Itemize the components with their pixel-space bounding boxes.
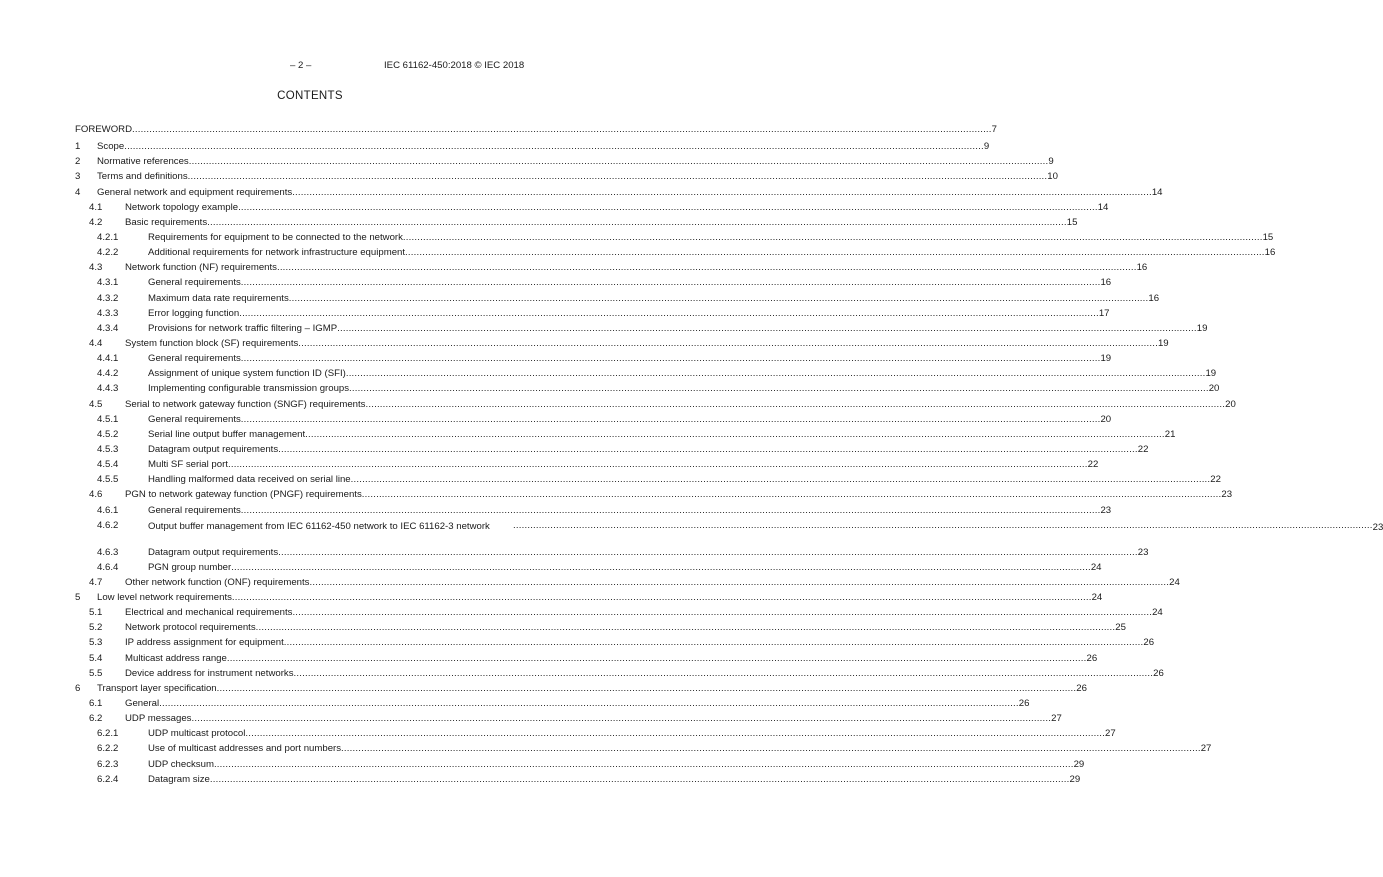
dot-leader: ............................................................................................................................................................................................................................................................................................................: [226, 652, 1087, 664]
toc-entry-number: 4.5.2: [97, 428, 119, 440]
toc-entry-page: 7: [991, 124, 998, 135]
toc-entry[interactable]: [0, 592, 1103, 606]
toc-entry-title: General requirements: [148, 504, 241, 516]
dot-leader: ............................................................................................................................................................................................................................................................................................................: [124, 141, 984, 153]
dot-leader: ............................................................................................................................................................................................................................................................................................................: [276, 262, 1137, 274]
toc-entry[interactable]: [0, 277, 1112, 291]
toc-entry-page: 24: [1091, 592, 1103, 604]
dot-leader: ............................................................................................................................................................................................................................................................................................................: [305, 428, 1165, 440]
toc-entry-number: 4.4.2: [97, 368, 119, 380]
toc-entry[interactable]: [0, 637, 1155, 651]
dot-leader: ............................................................................................................................................................................................................................................................................................................: [240, 413, 1101, 425]
toc-entry-title: Device address for instrument networks: [125, 667, 294, 679]
toc-entry-title: Datagram output requirements: [148, 546, 279, 558]
toc-entry-title: Maximum data rate requirements: [148, 292, 289, 304]
toc-entry-page: 20: [1100, 413, 1112, 425]
toc-entry[interactable]: [0, 607, 1163, 621]
toc-entry-page: 19: [1100, 353, 1112, 365]
toc-entry-number: 4.5.5: [97, 474, 119, 486]
toc-entry[interactable]: [0, 622, 1126, 636]
toc-entry-title: Datagram output requirements: [148, 443, 279, 455]
dot-leader: ............................................................................................................................................................................................................................................................................................................: [288, 292, 1149, 304]
toc-entry[interactable]: [0, 353, 1112, 367]
toc-entry-number: 4.2.2: [97, 247, 119, 259]
toc-entry-page: 26: [1076, 682, 1087, 694]
toc-entry-title: PGN to network gateway function (PNGF) requirements: [125, 489, 362, 501]
toc-entry-page: 27: [1105, 728, 1116, 740]
toc-entry[interactable]: [0, 698, 1030, 712]
toc-entry-number: 4.4: [89, 337, 103, 349]
dot-leader: ............................................................................................................................................................................................................................................................................................................: [292, 607, 1153, 619]
toc-entry[interactable]: [0, 292, 1160, 307]
toc-entry[interactable]: [0, 459, 1099, 473]
toc-entry-page: 22: [1210, 474, 1221, 486]
toc-entry[interactable]: [0, 546, 1149, 561]
dot-leader: ............................................................................................................................................................................................................................................................................................................: [278, 546, 1138, 558]
toc-entry-title: Additional requirements for network infrastructure equipment: [148, 247, 406, 259]
toc-entry-page: 22: [1087, 459, 1099, 471]
toc-entry[interactable]: [0, 728, 1116, 742]
toc-entry-number: 4.3: [89, 262, 103, 274]
dot-leader: ............................................................................................................................................................................................................................................................................................................: [159, 698, 1019, 710]
toc-entry[interactable]: [0, 262, 1148, 276]
toc-entry-number: 5.2: [89, 622, 103, 634]
dot-leader: ............................................................................................................................................................................................................................................................................................................: [309, 576, 1170, 588]
dot-leader: ............................................................................................................................................................................................................................................................................................................: [283, 637, 1144, 649]
toc-entry[interactable]: [0, 156, 1054, 170]
toc-entry[interactable]: [0, 773, 1081, 788]
standard-reference: IEC 61162-450:2018 © IEC 2018: [384, 60, 525, 71]
dot-leader: ............................................................................................................................................................................................................................................................................................................: [402, 231, 1263, 243]
toc-entry-number: 5.4: [89, 652, 103, 664]
toc-entry-title: UDP checksum: [148, 758, 214, 770]
toc-entry-title: Serial to network gateway function (SNGF) requirements: [125, 398, 366, 410]
toc-entry[interactable]: [0, 682, 1087, 697]
toc-entry-page: 24: [1169, 576, 1180, 588]
toc-entry-number: 4.3.2: [97, 292, 119, 304]
toc-entry-number: 4.6: [89, 489, 103, 501]
dot-leader: ............................................................................................................................................................................................................................................................................................................: [231, 561, 1091, 573]
dot-leader: ............................................................................................................................................................................................................................................................................................................: [298, 337, 1158, 349]
toc-entry-page: 21: [1164, 428, 1176, 440]
toc-entry-page: 17: [1098, 307, 1110, 319]
toc-entry[interactable]: [0, 231, 1274, 246]
dot-leader: ............................................................................................................................................................................................................................................................................................................: [405, 247, 1265, 259]
toc-entry-page: 14: [1097, 201, 1109, 213]
toc-entry-title: Network topology example: [125, 201, 239, 213]
toc-entry[interactable]: [0, 758, 1085, 773]
toc-entry-title: General: [125, 698, 160, 710]
dot-leader: ............................................................................................................................................................................................................................................................................................................: [255, 622, 1116, 634]
toc-entry-number: 4.5.1: [97, 413, 119, 425]
toc-entry-title: Handling malformed data received on serial line: [148, 474, 351, 486]
toc-entry-page: 9: [1048, 156, 1054, 168]
toc-entry-number: 6: [75, 682, 81, 694]
toc-entry-title: Serial line output buffer management: [148, 428, 306, 440]
toc-entry-number: 5: [75, 592, 81, 604]
toc-entry-number: 6.2.3: [97, 758, 119, 770]
toc-entry-title: Provisions for network traffic filtering – IGMP: [148, 322, 338, 334]
toc-entry-title: Transport layer specification: [97, 682, 217, 694]
toc-entry-title: Error logging function: [148, 307, 240, 319]
page-number: – 2 –: [290, 60, 312, 71]
toc-entry-title: Normative references: [97, 156, 189, 168]
toc-entry-page: 24: [1152, 607, 1163, 619]
dot-leader: ............................................................................................................................................................................................................................................................................................................: [227, 459, 1088, 471]
toc-entry-number: 3: [75, 171, 81, 183]
toc-entry-number: 4.6.1: [97, 504, 119, 516]
toc-entry-title: FOREWORD: [75, 124, 133, 135]
toc-entry[interactable]: [0, 383, 1220, 397]
toc-entry-title: PGN group number: [148, 561, 232, 573]
toc-entry-page: 24: [1090, 561, 1102, 573]
toc-entry[interactable]: [0, 667, 1164, 682]
toc-entry-page: 10: [1047, 171, 1058, 183]
toc-entry[interactable]: [0, 743, 1212, 757]
dot-leader: ............................................................................................................................................................................................................................................................................................................: [209, 773, 1070, 785]
toc-entry-number: 6.2.1: [97, 728, 119, 740]
toc-entry-title: Use of multicast addresses and port numbers: [148, 743, 342, 755]
dot-leader: ............................................................................................................................................................................................................................................................................................................: [345, 368, 1206, 380]
dot-leader: ............................................................................................................................................................................................................................................................................................................: [341, 743, 1201, 755]
toc-entry[interactable]: [0, 519, 1383, 546]
toc-entry-title: Datagram size: [148, 773, 210, 785]
toc-entry-title: Basic requirements: [125, 216, 208, 228]
toc-entry-page: 19: [1196, 322, 1208, 334]
toc-entry[interactable]: [0, 398, 1236, 413]
toc-entry-page: 27: [1200, 743, 1212, 755]
toc-entry-title: General requirements: [148, 413, 241, 425]
page-title: CONTENTS: [277, 90, 343, 102]
dot-leader: ............................................................................................................................................................................................................................................................................................................: [293, 667, 1154, 679]
dot-leader: ............................................................................................................................................................................................................................................................................................................: [350, 474, 1211, 486]
toc-entry-number: 4.3.1: [97, 277, 119, 289]
toc-entry-number: 4.2: [89, 216, 103, 228]
toc-entry-number: 4.2.1: [97, 231, 119, 243]
toc-entry-title: UDP messages: [125, 713, 192, 725]
dot-leader: ............................................................................................................................................................................................................................................................................................................: [240, 277, 1101, 289]
dot-leader: ............................................................................................................................................................................................................................................................................................................: [365, 398, 1226, 410]
dot-leader: ............................................................................................................................................................................................................................................................................................................: [292, 186, 1152, 198]
dot-leader: ............................................................................................................................................................................................................................................................................................................: [216, 682, 1077, 694]
toc-entry-title: System function block (SF) requirements: [125, 337, 299, 349]
toc-entry-number: 4.5.4: [97, 459, 119, 471]
toc-entry-page: 26: [1153, 667, 1164, 679]
toc-entry-page: 16: [1264, 247, 1276, 259]
toc-entry-number: 1: [75, 141, 81, 153]
toc-entry[interactable]: [0, 124, 998, 138]
toc-entry-title: Output buffer management from IEC 61162-450 network to IEC 61162-3 network: [148, 520, 490, 532]
toc-entry-number: 6.1: [89, 698, 103, 710]
toc-entry-title: Electrical and mechanical requirements: [125, 607, 293, 619]
toc-entry-page: 16: [1148, 292, 1160, 304]
toc-entry-page: 26: [1018, 698, 1030, 710]
toc-entry-page: 23: [1137, 546, 1149, 558]
toc-entry-page: 20: [1208, 383, 1220, 395]
toc-entry[interactable]: [0, 247, 1276, 261]
toc-entry-page: 19: [1157, 337, 1169, 349]
toc-entry-title: Low level network requirements: [97, 592, 232, 604]
toc-entry-page: 15: [1262, 231, 1274, 243]
toc-entry-number: 4: [75, 186, 81, 198]
toc-entry-title: General requirements: [148, 353, 241, 365]
toc-entry-number: 4.4.1: [97, 353, 119, 365]
toc-entry-number: 4.6.2: [97, 519, 119, 531]
toc-entry-number: 4.1: [89, 201, 103, 213]
dot-leader: ............................................................................................................................................................................................................................................................................................................: [231, 592, 1092, 604]
toc-entry[interactable]: [0, 216, 1078, 231]
toc-entry-page: 29: [1069, 773, 1081, 785]
toc-entry[interactable]: [0, 307, 1110, 322]
toc-entry-number: 4.6.3: [97, 546, 119, 558]
toc-entry-title: General network and equipment requirements: [97, 186, 293, 198]
toc-entry[interactable]: [0, 443, 1149, 458]
dot-leader: ............................................................................................................................................................................................................................................................................................................: [278, 443, 1138, 455]
toc-entry[interactable]: [0, 171, 1058, 185]
toc-entry-title: Network protocol requirements: [125, 622, 256, 634]
toc-entry-number: 5.3: [89, 637, 103, 649]
toc-entry-number: 4.5.3: [97, 443, 119, 455]
toc-entry-title: Network function (NF) requirements: [125, 262, 277, 274]
toc-entry[interactable]: [0, 201, 1109, 216]
toc-entry-page: 25: [1115, 622, 1126, 634]
toc-entry-number: 6.2: [89, 713, 103, 725]
toc-entry-number: 5.5: [89, 667, 103, 679]
toc-entry[interactable]: [0, 504, 1112, 519]
toc-entry-page: 26: [1086, 652, 1098, 664]
toc-entry[interactable]: [0, 428, 1176, 443]
toc-entry-page: 16: [1100, 277, 1112, 289]
toc-entry[interactable]: [0, 141, 990, 155]
toc-entry-title: Other network function (ONF) requirements: [125, 576, 310, 588]
toc-entry-page: 23: [1100, 504, 1112, 516]
toc-entry[interactable]: [0, 489, 1233, 503]
toc-entry-number: 5.1: [89, 607, 103, 619]
dot-leader: ............................................................................................................................................................................................................................................................................................................: [132, 124, 992, 135]
toc-entry-page: 23: [1221, 489, 1233, 501]
toc-entry-page: 29: [1073, 758, 1085, 770]
toc-entry-number: 4.3.4: [97, 322, 119, 334]
toc-entry[interactable]: [0, 322, 1208, 337]
toc-entry-number: 4.4.3: [97, 383, 119, 395]
dot-leader: ............................................................................................................................................................................................................................................................................................................: [349, 383, 1209, 395]
toc-entry-number: 6.2.2: [97, 743, 119, 755]
toc-entry-number: 6.2.4: [97, 773, 119, 785]
dot-leader: ............................................................................................................................................................................................................................................................................................................: [245, 728, 1106, 740]
toc-entry[interactable]: [0, 561, 1102, 576]
toc-entry-title: Terms and definitions: [97, 171, 188, 183]
toc-entry-page: 20: [1225, 398, 1236, 410]
dot-leader: ............................................................................................................................................................................................................................................................................................................: [240, 353, 1101, 365]
toc-entry-title: Multi SF serial port: [148, 459, 228, 471]
toc-entry-title: Multicast address range: [125, 652, 227, 664]
toc-entry[interactable]: [0, 413, 1112, 428]
toc-entry-page: 22: [1137, 443, 1149, 455]
dot-leader: ............................................................................................................................................................................................................................................................................................................: [187, 171, 1048, 183]
toc-entry-page: 19: [1205, 368, 1217, 380]
toc-entry-number: 2: [75, 156, 81, 168]
toc-entry-title: General requirements: [148, 277, 241, 289]
toc-entry-number: 4.5: [89, 398, 103, 410]
dot-leader: ............................................................................................................................................................................................................................................................................................................: [207, 216, 1067, 228]
dot-leader: ............................................................................................................................................................................................................................................................................................................: [361, 489, 1222, 501]
toc-entry[interactable]: [0, 368, 1217, 382]
toc-entry-page: 15: [1066, 216, 1078, 228]
toc-entry-number: 4.3.3: [97, 307, 119, 319]
toc-entry-title: Requirements for equipment to be connected to the network: [148, 231, 403, 243]
toc-entry[interactable]: [0, 652, 1098, 667]
toc-entry-page: 9: [983, 141, 990, 153]
dot-leader: ............................................................................................................................................................................................................................................................................................................: [238, 201, 1098, 213]
toc-entry-page: 26: [1143, 637, 1155, 649]
toc-entry[interactable]: [0, 713, 1062, 727]
dot-leader: ............................................................................................................................................................................................................................................................................................................: [188, 156, 1049, 168]
toc-entry-number: 4.7: [89, 576, 103, 588]
dot-leader: ............................................................................................................................................................................................................................................................................................................: [240, 504, 1101, 516]
toc-entry-page: 14: [1151, 186, 1163, 198]
toc-entry-number: 4.6.4: [97, 561, 119, 573]
toc-entry-title: UDP multicast protocol: [148, 728, 246, 740]
dot-leader: ............................................................................................................................................................................................................................................................................................................: [191, 713, 1052, 725]
running-header: [0, 60, 620, 74]
toc-entry-page: 16: [1136, 262, 1148, 274]
dot-leader: ............................................................................................................................................................................................................................................................................................................: [213, 758, 1074, 770]
dot-leader: ............................................................................................................................................................................................................................................................................................................: [337, 322, 1197, 334]
toc-entry-title: Implementing configurable transmission groups: [148, 383, 350, 395]
toc-entry-title: IP address assignment for equipment: [125, 637, 284, 649]
toc-entry[interactable]: [0, 186, 1163, 201]
toc-entry-page: 27: [1051, 713, 1062, 725]
toc-entry[interactable]: [0, 337, 1169, 352]
dot-leader: ............................................................................................................................................................................................................................................................................................................: [513, 519, 1373, 531]
toc-entry-page: 23: [1372, 521, 1383, 533]
toc-entry-title: Assignment of unique system function ID (SFI): [148, 368, 346, 380]
toc-entry[interactable]: [0, 474, 1221, 488]
toc-entry[interactable]: [0, 576, 1180, 591]
dot-leader: ............................................................................................................................................................................................................................................................................................................: [239, 307, 1099, 319]
toc-entry-title: Scope: [97, 141, 125, 153]
